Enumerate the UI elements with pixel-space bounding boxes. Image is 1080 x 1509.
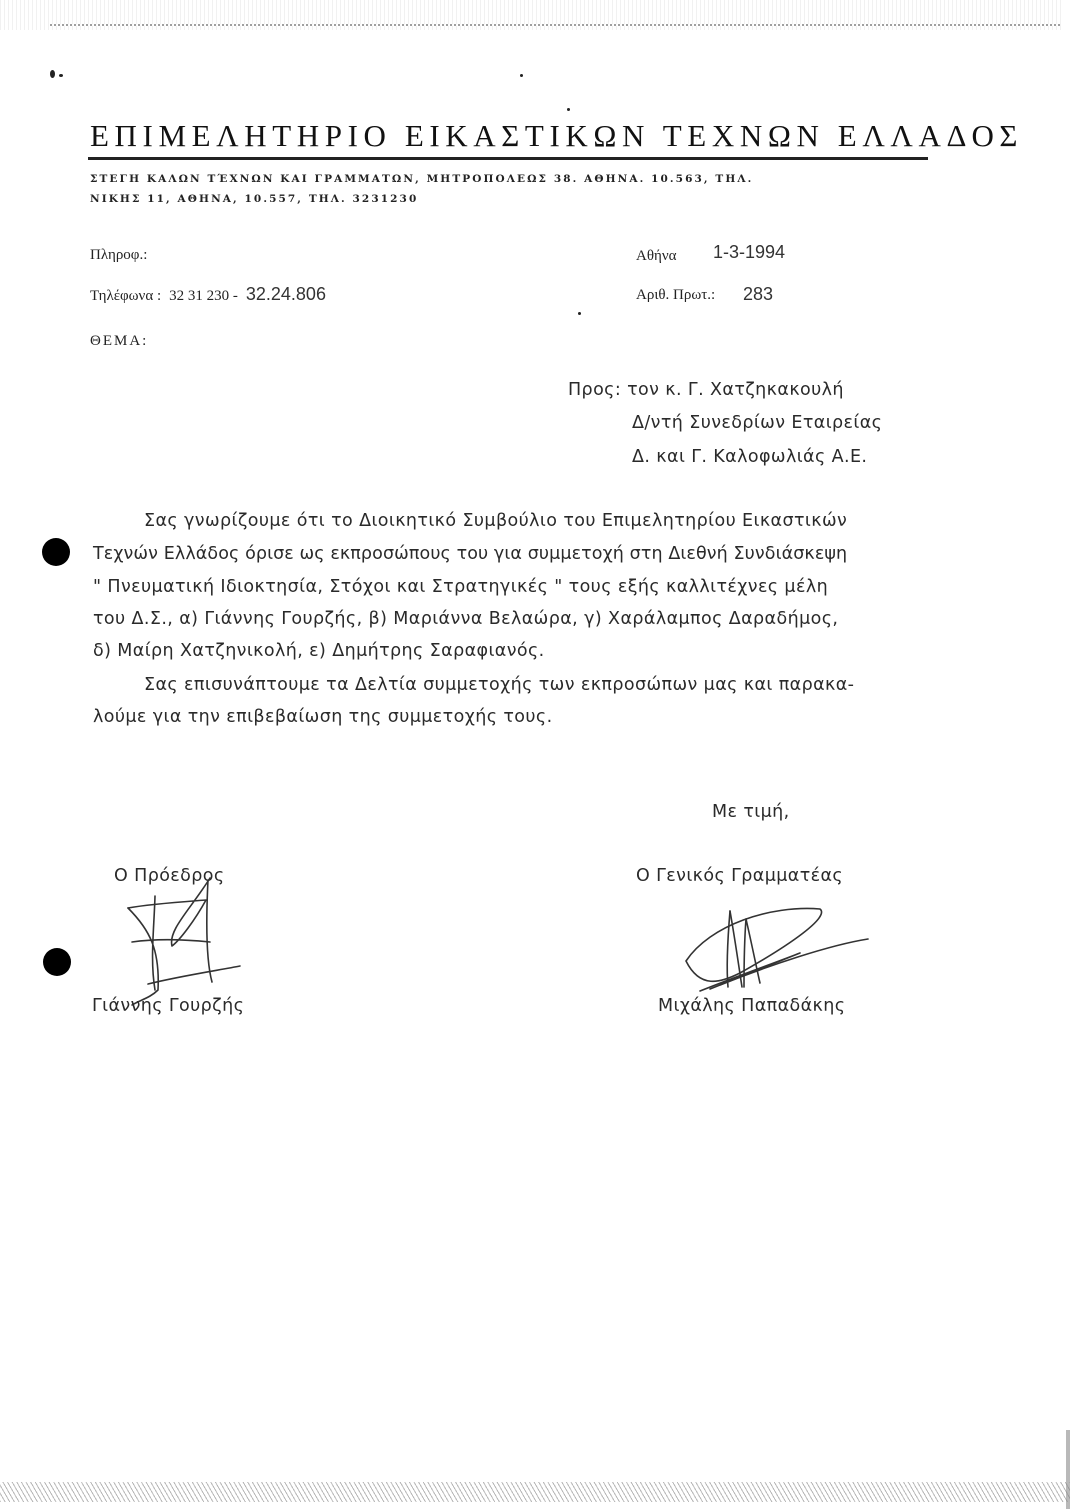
address-line-1: ΣΤΕΓΗ ΚΑΛΩΝ ΤΈΧΝΩΝ ΚΑΙ ΓΡΑΜΜΑΤΩΝ, ΜΗΤΡΟΠΟΛΕΩΣ 38. ΑΘΗΝΑ. 10.563, ΤΗΛ. [90,173,754,185]
scan-speck [578,312,581,315]
body-line: Σας γνωρίζουμε ότι το Διοικητικό Συμβούλιο του Επιμελητηρίου Εικαστικών [144,511,848,531]
signature-left [110,890,250,1000]
protocol-label: Αριθ. Πρωτ.: [636,287,716,303]
scan-edge-right [1066,1430,1070,1509]
protocol-number: 283 [743,284,774,304]
closing: Με τιμή, [712,802,790,822]
phones-label: Τηλέφωνα : [90,288,162,304]
punch-hole [43,948,71,976]
signature-right [680,905,880,995]
organization-title: ΕΠΙΜΕΛΗΤΗΡΙΟ ΕΙΚΑΣΤΙΚΩΝ ΤΕΧΝΩΝ ΕΛΛΑΔΟΣ [90,118,1024,153]
body-line: λούμε για την επιβεβαίωση της συμμετοχής τους. [93,707,553,727]
body-line: Τεχνών Ελλάδος όρισε ως εκπροσώπους του για συμμετοχή στη Διεθνή Συνδιάσκεψη [93,544,848,564]
signatory-name-left: Γιάννης Γουρζής [92,996,245,1016]
scan-edge-line-top [50,24,1060,26]
signatory-title-right: Ο Γενικός Γραμματέας [636,866,844,886]
body-line: του Δ.Σ., α) Γιάννης Γουρζής, β) Μαριάννα Βελαώρα, γ) Χαράλαμπος Δαραδήμος, [93,609,839,629]
scan-speck [50,70,55,78]
address-line-2: ΝΙΚΗΣ 11, ΑΘΗΝΑ, 10.557, ΤΗΛ. 3231230 [90,193,419,205]
place-label: Αθήνα [636,248,677,264]
scan-noise-bottom [0,1482,1070,1502]
letter-date: 1-3-1994 [713,242,786,262]
phones-row [90,284,326,305]
subject-label: ΘΕΜΑ: [90,333,149,349]
phones-typed: 32.24.806 [245,284,326,304]
scan-speck [59,74,63,77]
recipient-line: Προς: τον κ. Γ. Χατζηκακουλή [568,380,844,400]
signatory-name-right: Μιχάλης Παπαδάκης [658,996,846,1016]
recipient-line: Δ/ντή Συνεδρίων Εταιρείας [632,413,883,433]
punch-hole [42,538,70,566]
info-label: Πληροφ.: [90,247,148,263]
body-line: " Πνευματική Ιδιοκτησία, Στόχοι και Στρατηγικές " τους εξής καλλιτέχνες μέλη [93,577,829,597]
recipient-line: Δ. και Γ. Καλοφωλιάς Α.Ε. [632,447,868,467]
signatory-title-left: Ο Πρόεδρος [114,866,225,886]
scan-speck [567,108,570,111]
scan-speck [520,74,523,77]
body-line: δ) Μαίρη Χατζηνικολή, ε) Δημήτρης Σαραφιανός. [93,641,545,661]
letterhead-rule [88,157,928,160]
body-line: Σας επισυνάπτουμε τα Δελτία συμμετοχής των εκπροσώπων μας και παρακα- [144,675,855,695]
phones-printed: 32 31 230 - [169,288,238,304]
